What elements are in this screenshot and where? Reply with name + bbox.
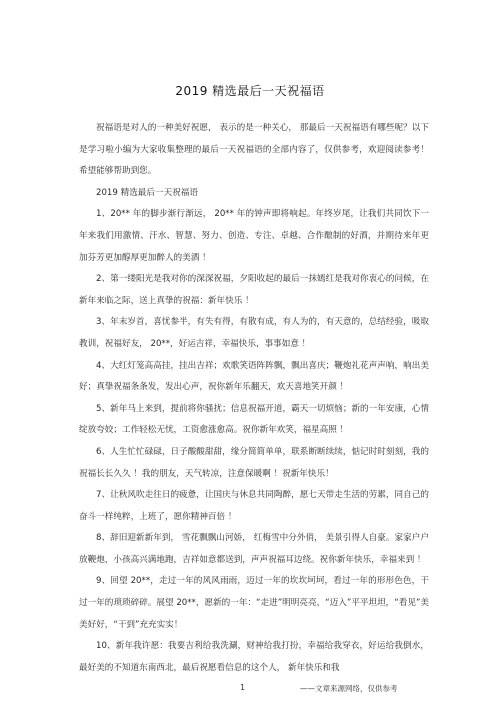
blessing-item-1: 1、20** 年的脚步渐行渐远， 20** 年的钟声即将响起。年终岁尾，让我们共同饮下一年来我们用激情、汗水、智慧、努力、创造、专注、卓越、合作酿制的好酒，并期待来年更加芬芳更加醇厚更加醉人的美酒 ！ [79,209,429,263]
blessing-item-6: 6、人生忙忙碌碌，日子酸酸甜甜，缘分简简单单，联系断断续续，惦记时时刻刻，我的祝福长长久久 ！我的朋友，天气转凉，注意保暖啊 ！祝新年快乐！ [79,446,429,479]
intro-paragraph: 祝福语是对人的一种美好祝愿， 表示的是一种关心， 那最后一天祝福语有哪些呢？以下是学习啦小编为大家收集整理的最后一天祝福语的全部内容了，仅供参考，欢迎阅读参考！希望能够帮助到您。 [79,123,429,177]
subheading: 2019 精选最后一天祝福语 [96,187,198,198]
blessing-item-5: 5、新年马上来到，提前将你骚扰；信息祝福开道，霸天一切烦恼；新的一年安康，心情绽放夸姣；工作轻松无忧，工资愈涨愈高。祝你新年欢笑，福星高照 ！ [79,403,429,436]
blessing-item-9: 9、回望 20**，走过一年的风风雨雨，迈过一年的坎坎坷坷，看过一年的形形色色，干过一年的琐琐碎碎。展望 20**，愿新的一年：“走进”明明亮亮，“迈入”平平坦坦，“看见”美美好好，“干到”充充实实！ [79,576,429,630]
blessing-item-2: 2、第一缕阳光是我对你的深深祝福，夕阳收起的最后一抹嫣红是我对你衷心的问候，在新年来临之际，送上真挚的祝福：新年快乐 ！ [79,274,429,306]
blessing-item-4: 4、大红灯笼高高挂，挂出吉祥；欢歌笑语阵阵飘，飘出喜庆；鞭炮礼花声声响，响出美好；真挚祝福条条发，发出心声，祝你新年乐翻天，欢天喜地笑开颜 ！ [79,360,429,393]
blessing-item-10: 10、新年我许愿：我要吉利给我洗涮，财神给我打扮，幸福给我穿衣，好运给我倒水，最好美的不知道东南西北，最后祝愿看信息的这个人， 新年快乐和我 [79,641,429,673]
document-body [79,118,429,679]
footer-note: ——文章来源网络，仅供参考 [300,684,398,693]
blessing-item-8: 8、辞旧迎新新年到， 雪花飘飘山河娇， 红梅雪中分外俏， 美景引得人自豪。家家户户放鞭炮，小孩高兴满地跑，吉祥如意都送到，声声祝福耳边绕。祝你新年快乐，幸福来到 ！ [79,533,429,565]
document-title: 2019 精选最后一天祝福语 [175,84,325,98]
page-number: 1 [240,683,246,692]
page-footer [0,683,500,697]
blessing-item-3: 3、年末岁首，喜忧参半，有失有得，有散有成，有人为的，有天意的，总结经验，吸取教训，祝福好友， 20**，好运吉祥，幸福快乐，事事如意 ！ [79,317,429,349]
blessing-item-7: 7、让秋风吹走往日的疲惫，让国庆与休息共同陶醉，愿七天带走生活的劳累，同自己的奋斗一样纯粹，上班了，愿你精神百倍 ！ [79,490,429,522]
